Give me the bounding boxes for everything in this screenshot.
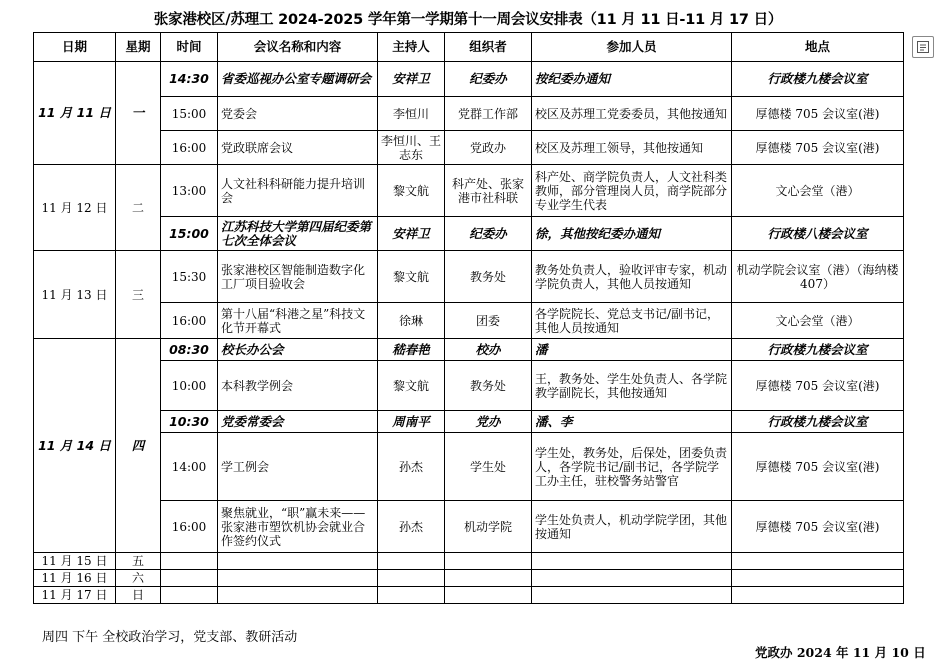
meeting-name-cell: 第十八届“科港之星”科技文化节开幕式 [218,303,378,339]
meeting-name-cell: 张家港校区智能制造数字化工厂项目验收会 [218,251,378,303]
table-row [34,251,904,303]
time-cell: 15:00 [161,217,218,251]
attendees-cell: 校区及苏理工党委委员，其他按通知 [532,97,732,131]
attendees-cell: 学生处负责人，机动学院学团，其他按通知 [532,501,732,553]
table-row [34,339,904,361]
table-row [34,131,904,165]
organizer-cell: 党群工作部 [445,97,532,131]
host-cell: 嵇春艳 [378,339,445,361]
location-cell: 行政楼九楼会议室 [732,62,904,97]
meeting-name-cell: 校长办公会 [218,339,378,361]
location-cell: 厚德楼 705 会议室(港) [732,131,904,165]
meeting-name-cell: 本科教学例会 [218,361,378,411]
attendees-cell: 学生处，教务处，后保处，团委负责人，各学院书记/副书记，各学院学工办主任，驻校警务站警官 [532,433,732,501]
organizer-cell: 科产处、张家港市社科联 [445,165,532,217]
footer-note: 周四 下午 全校政治学习，党支部、教研活动 [42,630,298,645]
location-cell: 文心会堂（港） [732,303,904,339]
header-row [34,33,904,62]
organizer-cell: 学生处 [445,433,532,501]
attendees-cell: 教务处负责人，验收评审专家，机动学院负责人，其他人员按通知 [532,251,732,303]
host-cell: 黎文航 [378,165,445,217]
table-row [34,62,904,97]
location-cell: 行政楼八楼会议室 [732,217,904,251]
organizer-cell: 校办 [445,339,532,361]
weekday-cell: 五 [116,553,161,570]
organizer-cell: 教务处 [445,251,532,303]
attendees-cell: 各学院院长、党总支书记/副书记，其他人员按通知 [532,303,732,339]
table-row [34,361,904,411]
table-row [34,553,904,570]
time-cell: 16:00 [161,501,218,553]
table-row [34,433,904,501]
attendees-cell: 潘 [532,339,732,361]
table-row [34,303,904,339]
organizer-cell: 纪委办 [445,62,532,97]
table-row [34,217,904,251]
host-cell: 李恒川、王志东 [378,131,445,165]
host-cell: 黎文航 [378,251,445,303]
host-cell: 徐琳 [378,303,445,339]
header-organizer: 组织者 [445,33,532,62]
meeting-name-cell: 省委巡视办公室专题调研会 [218,62,378,97]
header-date: 日期 [34,33,116,62]
weekday-cell: 六 [116,570,161,587]
meeting-name-cell: 党委会 [218,97,378,131]
location-cell: 机动学院会议室（港）（海纳楼 407） [732,251,904,303]
host-cell: 李恒川 [378,97,445,131]
attendees-cell: 校区及苏理工领导，其他按通知 [532,131,732,165]
time-cell: 14:00 [161,433,218,501]
location-cell: 厚德楼 705 会议室(港) [732,433,904,501]
organizer-cell: 党政办 [445,131,532,165]
location-cell: 行政楼九楼会议室 [732,339,904,361]
host-cell: 孙杰 [378,501,445,553]
time-cell: 13:00 [161,165,218,217]
organizer-cell: 教务处 [445,361,532,411]
weekday-cell: 二 [116,165,161,251]
header-name: 会议名称和内容 [218,33,378,62]
footer-signature: 党政办 2024 年 11 月 10 日 [755,645,926,660]
header-weekday: 星期 [116,33,161,62]
time-cell: 15:00 [161,97,218,131]
table-row [34,587,904,604]
time-cell: 14:30 [161,62,218,97]
date-cell: 11 月 11 日 [34,62,116,165]
table-row [34,411,904,433]
location-cell: 厚德楼 705 会议室(港) [732,501,904,553]
header-attendees: 参加人员 [532,33,732,62]
date-cell: 11 月 16 日 [34,570,116,587]
location-cell: 行政楼九楼会议室 [732,411,904,433]
organizer-cell: 纪委办 [445,217,532,251]
weekday-cell: 日 [116,587,161,604]
weekday-cell: 三 [116,251,161,339]
table-row [34,501,904,553]
table-row [34,165,904,217]
schedule-table [33,32,904,604]
table-row [34,570,904,587]
header-host: 主持人 [378,33,445,62]
date-cell: 11 月 15 日 [34,553,116,570]
host-cell: 孙杰 [378,433,445,501]
host-cell: 黎文航 [378,361,445,411]
time-cell: 08:30 [161,339,218,361]
meeting-name-cell: 学工例会 [218,433,378,501]
meeting-name-cell: 党委常委会 [218,411,378,433]
header-location: 地点 [732,33,904,62]
attendees-cell: 潘、李 [532,411,732,433]
meeting-name-cell: 人文社科科研能力提升培训会 [218,165,378,217]
table-row [34,97,904,131]
time-cell: 10:00 [161,361,218,411]
header-time: 时间 [161,33,218,62]
host-cell: 安祥卫 [378,62,445,97]
time-cell: 16:00 [161,131,218,165]
date-cell: 11 月 17 日 [34,587,116,604]
meeting-name-cell: 江苏科技大学第四届纪委第七次全体会议 [218,217,378,251]
date-cell: 11 月 14 日 [34,339,116,553]
time-cell: 10:30 [161,411,218,433]
host-cell: 周南平 [378,411,445,433]
attendees-cell: 徐，其他按纪委办通知 [532,217,732,251]
date-cell: 11 月 12 日 [34,165,116,251]
organizer-cell: 机动学院 [445,501,532,553]
time-cell: 15:30 [161,251,218,303]
weekday-cell: 一 [116,62,161,165]
location-cell: 文心会堂（港） [732,165,904,217]
meeting-name-cell: 党政联席会议 [218,131,378,165]
expand-icon-glyph [916,40,930,54]
date-cell: 11 月 13 日 [34,251,116,339]
location-cell: 厚德楼 705 会议室(港) [732,97,904,131]
page-title: 张家港校区/苏理工 2024-2025 学年第一学期第十一周会议安排表（11 月 11 日-11 月 17 日） [153,12,783,28]
attendees-cell: 王，教务处、学生处负责人、各学院教学副院长，其他按通知 [532,361,732,411]
organizer-cell: 党办 [445,411,532,433]
host-cell: 安祥卫 [378,217,445,251]
expand-icon[interactable] [912,36,934,58]
location-cell: 厚德楼 705 会议室(港) [732,361,904,411]
time-cell: 16:00 [161,303,218,339]
weekday-cell: 四 [116,339,161,553]
organizer-cell: 团委 [445,303,532,339]
meeting-name-cell: 聚焦就业，“职”赢未来——张家港市塑饮机协会就业合作签约仪式 [218,501,378,553]
attendees-cell: 科产处、商学院负责人，人文社科类教师，部分管理岗人员，商学院部分专业学生代表 [532,165,732,217]
attendees-cell: 按纪委办通知 [532,62,732,97]
